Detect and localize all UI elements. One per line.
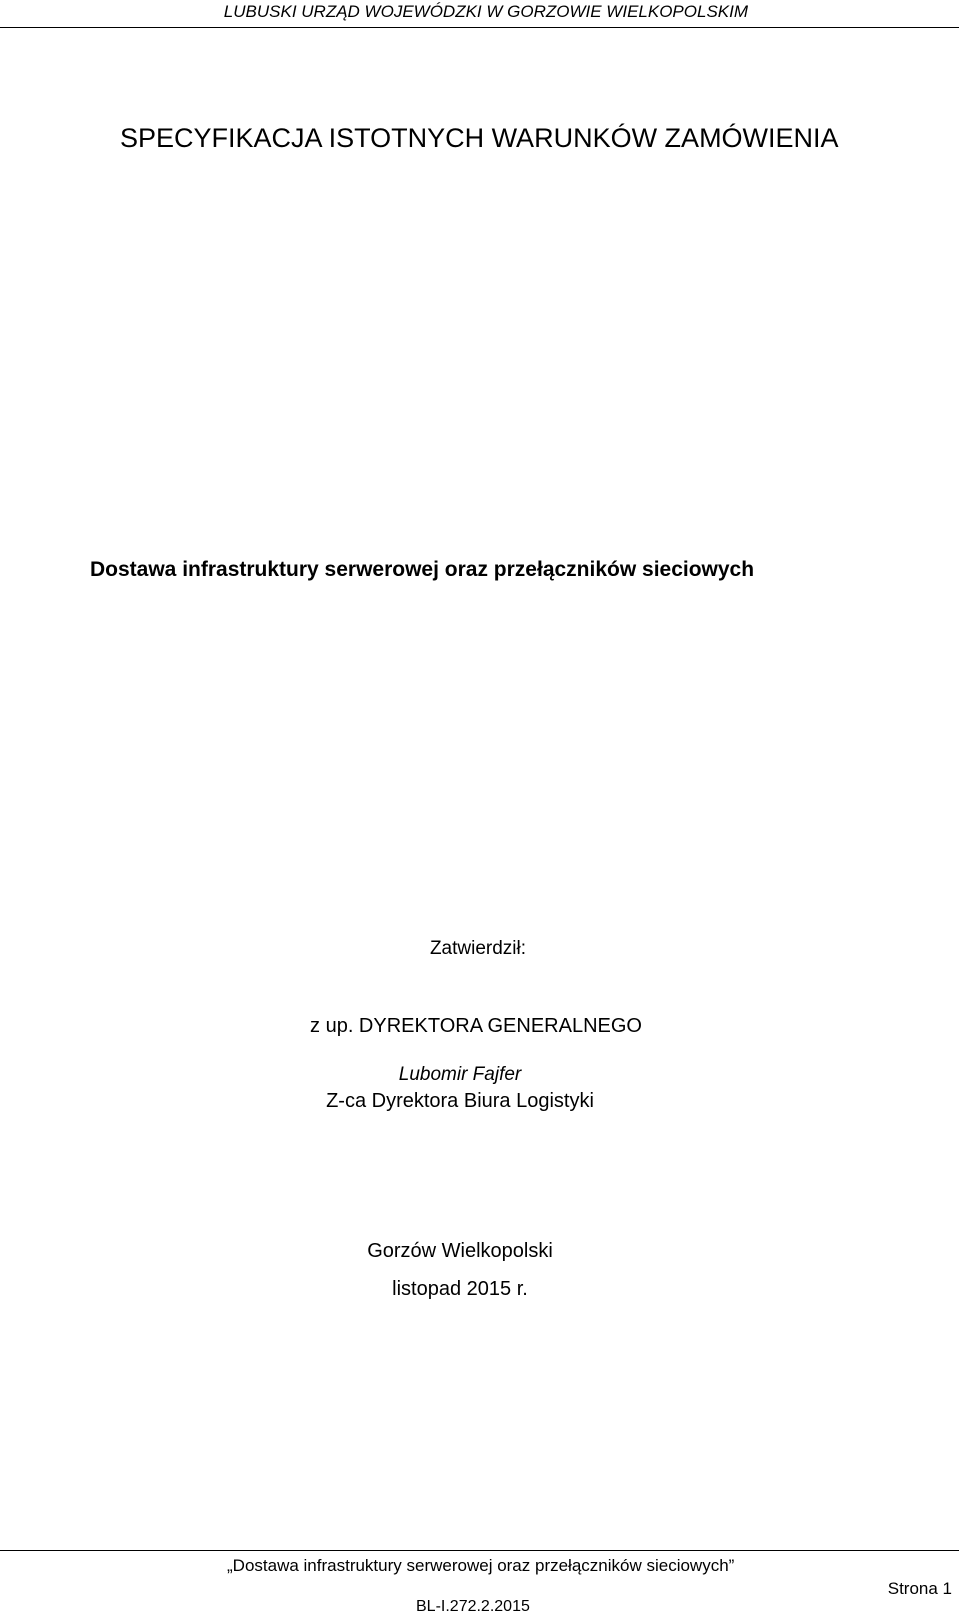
approval-on-behalf: z up. DYREKTORA GENERALNEGO [310, 1015, 642, 1037]
document-title: SPECYFIKACJA ISTOTNYCH WARUNKÓW ZAMÓWIENIA [120, 123, 839, 153]
footer-divider [0, 1550, 959, 1551]
signer-name: Lubomir Fajfer [398, 1064, 522, 1085]
reference-code: BL-I.272.2.2015 [416, 1598, 530, 1615]
signer-role: Z-ca Dyrektora Biura Logistyki [326, 1090, 594, 1112]
header-institution: LUBUSKI URZĄD WOJEWÓDZKI W GORZOWIE WIELKOPOLSKIM [223, 2, 748, 21]
approval-label: Zatwierdził: [429, 938, 527, 959]
footer-title: „Dostawa infrastruktury serwerowej oraz przełączników sieciowych” [227, 1556, 735, 1575]
header-divider [0, 27, 959, 28]
place: Gorzów Wielkopolski [367, 1240, 553, 1262]
page-number: Strona 1 [887, 1579, 952, 1598]
date: listopad 2015 r. [392, 1278, 528, 1300]
document-subject: Dostawa infrastruktury serwerowej oraz przełączników sieciowych [90, 558, 755, 581]
